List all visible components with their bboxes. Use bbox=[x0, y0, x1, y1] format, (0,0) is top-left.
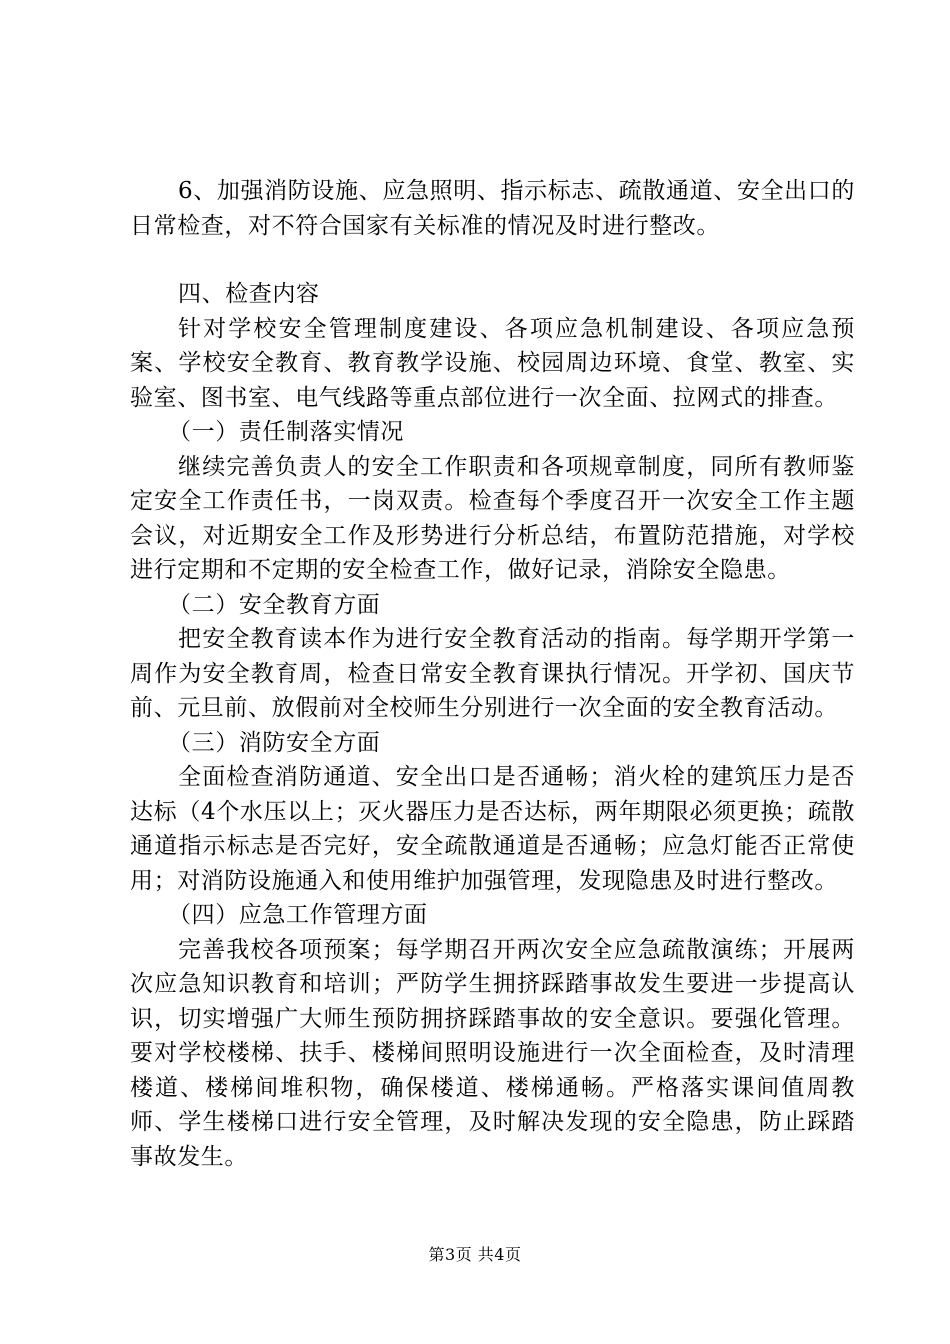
section-4-title: 四、检查内容 bbox=[178, 281, 320, 307]
document-body bbox=[130, 174, 855, 1174]
subsection-3-title: （三）消防安全方面 bbox=[168, 729, 381, 756]
subsection-4-title: （四）应急工作管理方面 bbox=[168, 902, 428, 928]
paragraph-item-6: 6、加强消防设施、应急照明、指示标志、疏散通道、安全出口的日常检查，对不符合国家有关标准的情况及时进行整改。 bbox=[130, 178, 855, 239]
page-footer: 第3页 共4页 bbox=[428, 1245, 522, 1264]
section-4-intro: 针对学校安全管理制度建设、各项应急机制建设、各项应急预案、学校安全教育、教育教学设施、校园周边环境、食堂、教室、实验室、图书室、电气线路等重点部位进行一次全面、拉网式的排查。 bbox=[130, 315, 855, 411]
subsection-1-title: （一）责任制落实情况 bbox=[168, 419, 404, 445]
subsection-2-title: （二）安全教育方面 bbox=[168, 591, 381, 618]
subsection-4-body: 完善我校各项预案；每学期召开两次安全应急疏散演练；开展两次应急知识教育和培训；严防学生拥挤踩踏事故发生要进一步提高认识，切实增强广大师生预防拥挤踩踏事故的安全意识。要强化管理。要对学校楼梯、扶手、楼梯间照明设施进行一次全面检查，及时清理楼道、楼梯间堆积物，确保楼道、楼梯通畅。严格落实课间值周教师、学生楼梯口进行安全管理，及时解决发现的安全隐患，防止踩踏事故发生。 bbox=[130, 936, 855, 1170]
subsection-2-body: 把安全教育读本作为进行安全教育活动的指南。每学期开学第一周作为安全教育周，检查日常安全教育课执行情况。开学初、国庆节前、元旦前、放假前对全校师生分别进行一次全面的安全教育活动。 bbox=[130, 626, 855, 721]
paragraph-gap bbox=[130, 243, 855, 277]
subsection-1-body: 继续完善负责人的安全工作职责和各项规章制度，同所有教师鉴定安全工作责任书，一岗双责。检查每个季度召开一次安全工作主题会议，对近期安全工作及形势进行分析总结，布置防范措施，对学校进行定期和不定期的安全检查工作，做好记录，消除安全隐患。 bbox=[130, 453, 855, 583]
subsection-3-body: 全面检查消防通道、安全出口是否通畅；消火栓的建筑压力是否达标（4个水压以上；灭火器压力是否达标，两年期限必须更换；疏散通道指示标志是否完好，安全疏散通道是否通畅；应急灯能否正常使用；对消防设施通入和使用维护加强管理，发现隐患及时进行整改。 bbox=[130, 764, 855, 894]
